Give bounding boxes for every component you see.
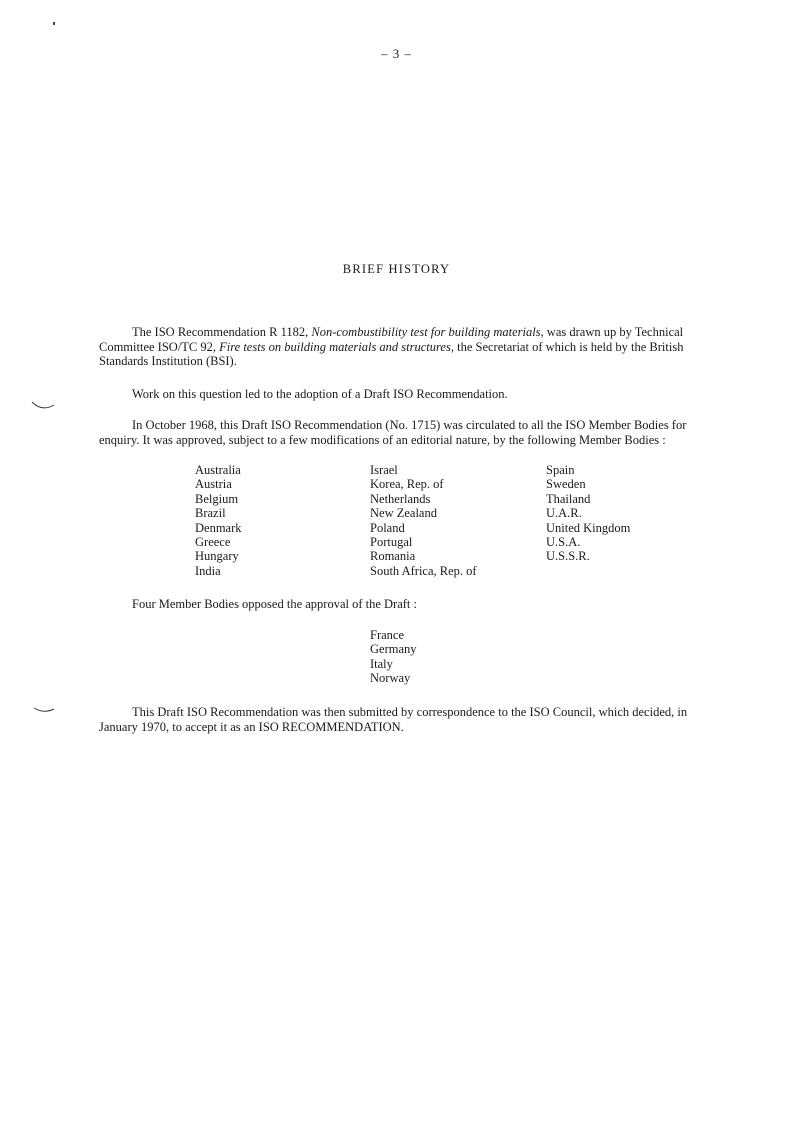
member-body: Portugal xyxy=(370,535,413,550)
paragraph-opposition: Four Member Bodies opposed the approval of the Draft : xyxy=(132,597,418,611)
paragraph-draft: Work on this question led to the adoption of a Draft ISO Recommendation. xyxy=(132,387,508,401)
member-body: New Zealand xyxy=(370,506,437,521)
member-body: Romania xyxy=(370,549,416,564)
binding-hole-mark xyxy=(30,700,58,714)
paragraph-text: the Secretariat of which is held by the British Standards Institution (BSI). xyxy=(99,339,684,368)
paragraph-text: The ISO Recommendation R 1182, xyxy=(132,325,312,339)
member-body: Italy xyxy=(370,656,393,671)
page-title: BRIEF HISTORY xyxy=(342,262,451,276)
approving-bodies-column-2 xyxy=(370,463,477,578)
paragraph-origin xyxy=(99,325,721,369)
member-body: Belgium xyxy=(195,491,239,506)
paragraph-acceptance: This Draft ISO Recommendation was then submitted by correspondence to the ISO Council, which decided, in January 1970, to accept it as an ISO RECOMMENDATION. xyxy=(99,705,688,734)
page-number: – 3 – xyxy=(381,46,412,61)
approving-bodies-column-3 xyxy=(546,463,630,564)
member-body: Thailand xyxy=(546,491,591,506)
paragraph-text: was drawn up by Technical Committee ISO/TC 92, xyxy=(99,325,684,354)
committee-title: Fire tests on building materials and structures, xyxy=(219,339,454,354)
member-body: Brazil xyxy=(195,506,226,521)
member-body: South Africa, Rep. of xyxy=(370,563,477,578)
member-body: Israel xyxy=(370,463,398,477)
member-body: France xyxy=(370,628,405,642)
member-body: Spain xyxy=(546,463,575,477)
member-body: Sweden xyxy=(546,477,586,492)
member-body: U.S.S.R. xyxy=(546,549,590,564)
member-body: U.S.A. xyxy=(546,535,581,550)
member-body: United Kingdom xyxy=(546,520,631,535)
member-body: Austria xyxy=(195,477,232,492)
member-body: U.A.R. xyxy=(546,506,582,521)
member-body: Korea, Rep. of xyxy=(370,477,444,492)
standard-title: Non-combustibility test for building materials, xyxy=(311,325,544,339)
paragraph-circulation: In October 1968, this Draft ISO Recommendation (No. 1715) was circulated to all the ISO Member Bodies for enquiry. It was approved, subject to a few modifications of an editorial nature, by the following Member Bodies : xyxy=(99,418,687,447)
member-body: India xyxy=(195,563,221,578)
approving-bodies-column-1 xyxy=(195,463,242,578)
member-body: Netherlands xyxy=(370,491,431,506)
member-body: Norway xyxy=(370,671,411,686)
member-body: Hungary xyxy=(195,549,239,564)
member-body: Australia xyxy=(195,463,241,477)
binding-hole-mark xyxy=(30,398,58,412)
member-body: Greece xyxy=(195,535,231,550)
scan-speck xyxy=(53,22,55,25)
member-body: Poland xyxy=(370,520,405,535)
member-body: Germany xyxy=(370,642,417,657)
member-body: Denmark xyxy=(195,520,242,535)
opposing-bodies-list xyxy=(370,628,417,686)
